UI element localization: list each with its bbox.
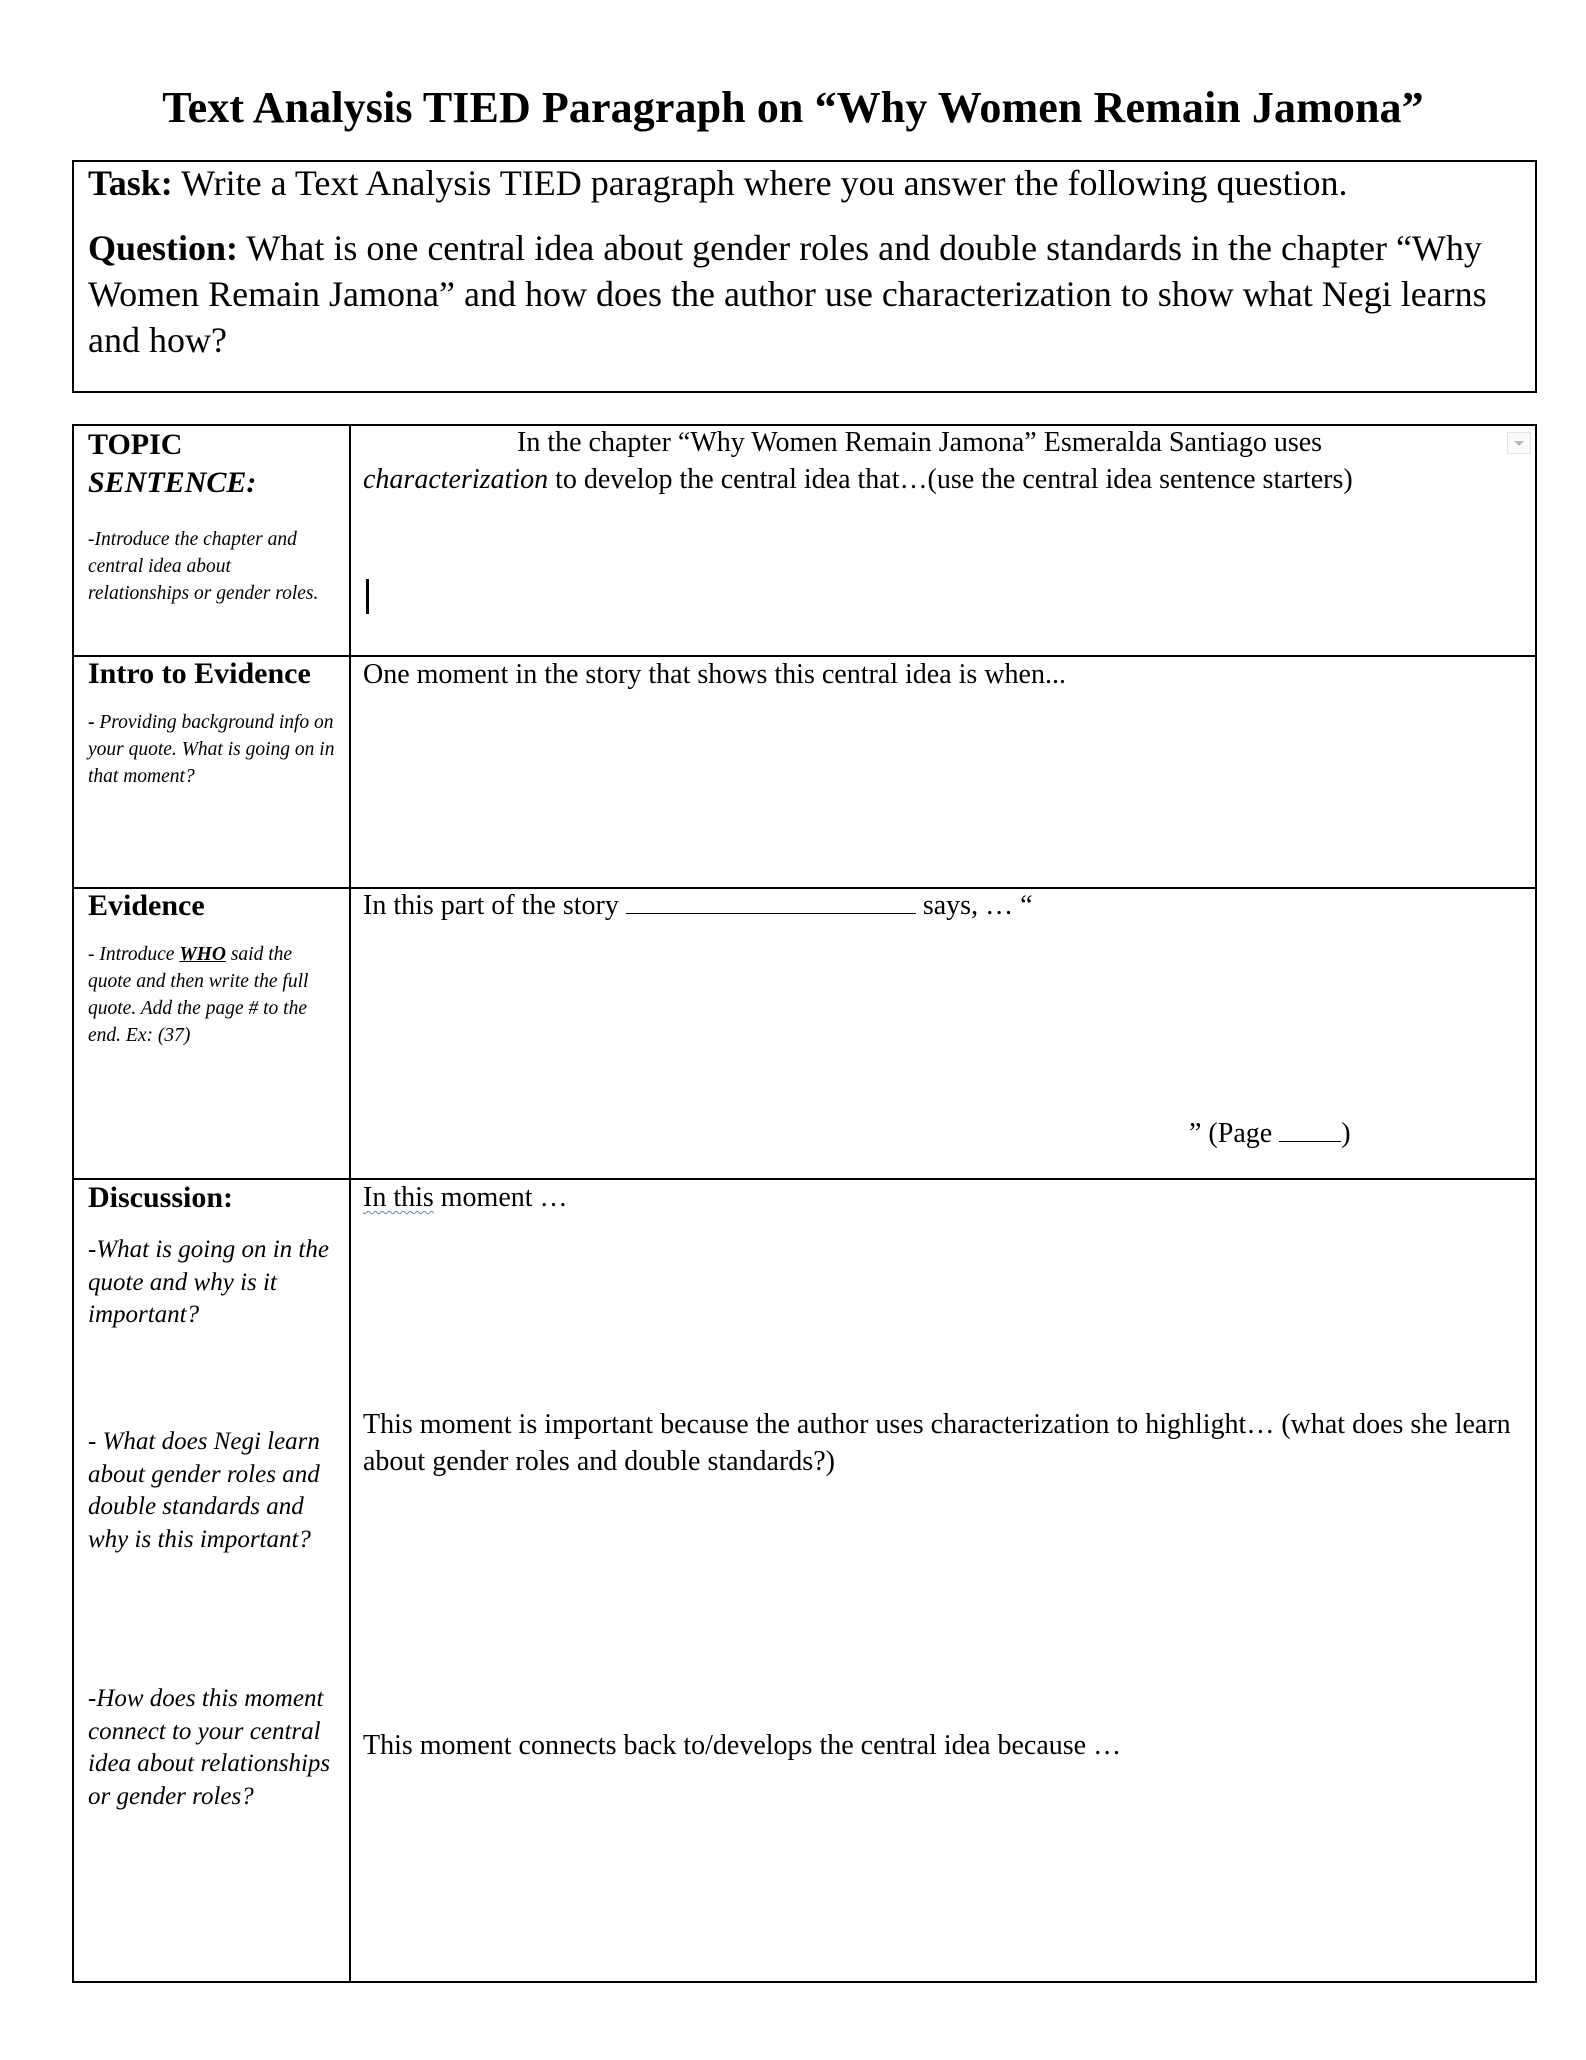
page-citation-pre: ” (Page <box>1189 1118 1280 1149</box>
topic-label-line1: TOPIC <box>88 428 183 461</box>
document-title: Text Analysis TIED Paragraph on “Why Women Remain Jamona” <box>162 83 1424 132</box>
page-citation-post: ) <box>1341 1118 1351 1149</box>
evidence-description <box>88 941 338 1049</box>
discussion-prompt-1: -What is going on in the quote and why is it important? <box>88 1236 329 1328</box>
text-cursor <box>366 579 369 614</box>
task-box <box>72 160 1537 393</box>
column-divider <box>349 426 351 1981</box>
evidence-desc-post: said the quote and then write the full quote. Add the page # to the end. Ex: (37) <box>88 944 309 1046</box>
question-label: Question: <box>88 228 239 268</box>
question-text: What is one central idea about gender roles and double standards in the chapter “Why Women Remain Jamona” and how does the author use characterization to show what Negi learns and how? <box>88 228 1487 360</box>
task-line <box>88 160 1347 206</box>
topic-label-line2: SENTENCE: <box>88 466 257 499</box>
discussion-text-2[interactable]: This moment is important because the author uses characterization to highlight… (what does she learn about gender roles and double standards?) <box>363 1409 1511 1477</box>
intro-to-evidence-description <box>88 709 338 790</box>
intro-description-text: Providing background info on your quote. What is going on in that moment? <box>88 712 335 787</box>
characterization-term: characterization <box>363 464 549 495</box>
evidence-desc-pre: - Introduce <box>88 944 180 965</box>
topic-sentence-line1[interactable]: In the chapter “Why Women Remain Jamona” Esmeralda Santiago uses <box>517 427 1323 458</box>
discussion-prompt-3: -How does this moment connect to your central idea about relationships or gender roles? <box>88 1685 331 1810</box>
discussion-label: Discussion: <box>88 1181 234 1214</box>
topic-sentence-description: -Introduce the chapter and central idea about relationships or gender roles. <box>88 529 319 604</box>
page-number-blank[interactable] <box>1279 1119 1341 1142</box>
discussion-text-3[interactable]: This moment connects back to/develops the central idea because … <box>363 1730 1122 1761</box>
evidence-text-post: says, … “ <box>915 890 1033 921</box>
discussion-prompt-2: - What does Negi learn about gender roles and double standards and why is this important? <box>88 1428 320 1553</box>
topic-sentence-line2-rest: to develop the central idea that…(use the central idea sentence starters) <box>548 464 1353 495</box>
discussion-text-1[interactable] <box>363 1179 568 1216</box>
description-dash: - <box>88 712 95 733</box>
discussion-text-1-rest: moment … <box>433 1182 568 1213</box>
evidence-text-pre: In this part of the story <box>363 890 626 921</box>
tied-table <box>72 424 1537 1983</box>
page-citation[interactable] <box>1189 1115 1351 1152</box>
dropdown-arrow-icon[interactable] <box>1507 432 1531 454</box>
evidence-label: Evidence <box>88 889 205 922</box>
topic-sentence-label <box>88 426 338 502</box>
evidence-sentence[interactable] <box>363 887 1033 924</box>
topic-sentence-line2[interactable] <box>363 461 1353 498</box>
speaker-blank[interactable] <box>626 891 916 914</box>
intro-to-evidence-text[interactable]: One moment in the story that shows this central idea is when... <box>363 659 1066 690</box>
intro-to-evidence-label: Intro to Evidence <box>88 657 311 690</box>
question-block <box>88 225 1518 363</box>
task-label: Task: <box>88 163 173 203</box>
who-emphasis: WHO <box>179 944 226 965</box>
task-text: Write a Text Analysis TIED paragraph where you answer the following question. <box>172 163 1348 203</box>
spellcheck-underlined-text: In this <box>363 1182 434 1213</box>
